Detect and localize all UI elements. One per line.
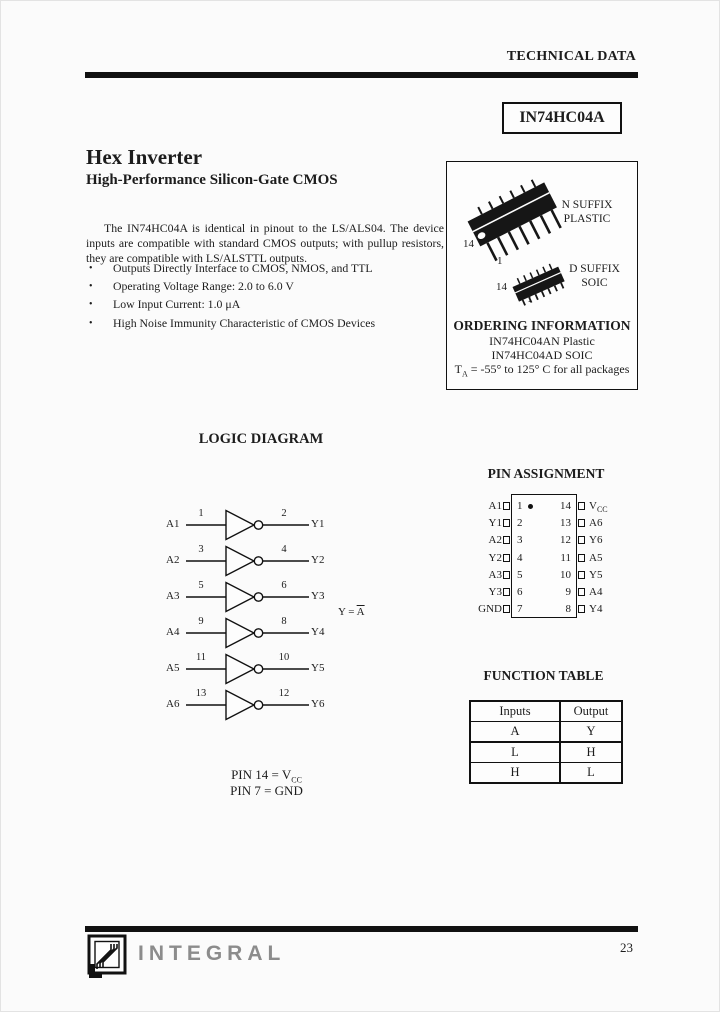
pin-left-label: Y3	[488, 586, 502, 598]
pin-stub-right	[578, 554, 585, 562]
inverter-symbol-icon	[161, 681, 336, 721]
gate-output-pin: 8	[281, 616, 287, 627]
pin-stub-left	[503, 554, 510, 562]
function-table-title: FUNCTION TABLE	[483, 668, 604, 683]
feature-list	[89, 261, 445, 334]
gate-output-pin: 12	[278, 688, 290, 699]
inverter-symbol-icon	[161, 609, 336, 649]
pin-assignment-diagram	[456, 490, 636, 626]
integral-logo-icon	[86, 934, 132, 978]
page-number: 23	[620, 940, 633, 955]
pin-left-label: A2	[488, 534, 502, 547]
function-table	[469, 700, 623, 784]
pin-stub-left	[503, 519, 510, 527]
feature-item	[89, 297, 445, 312]
pin-right-label: $V_{CC}$	[589, 500, 608, 515]
page-title: Hex Inverter	[86, 145, 203, 169]
gate-output-label: Y3	[311, 590, 325, 602]
pin-right-number: 11	[560, 551, 571, 564]
bullet-icon: •	[89, 263, 93, 274]
pin-right-label: Y4	[589, 603, 603, 616]
technical-data-label: TECHNICAL DATA	[506, 49, 636, 64]
bullet-icon: •	[89, 281, 93, 293]
description-paragraph: The IN74HC04A is identical in pinout to the LS/ALS04. The device inputs are compatible with standard CMOS outputs; with pullup resistors, they are compatible with LS/ALSTTL outputs.	[86, 221, 444, 265]
gate-input-pin: 13	[195, 688, 207, 699]
gate-input-pin: 9	[198, 616, 204, 627]
pin-left-label: Y1	[488, 517, 502, 530]
pin-right-number: 8	[565, 603, 571, 616]
pin-stub-right	[578, 536, 585, 544]
d-suffix-label: D SUFFIX SOIC	[569, 263, 620, 290]
pin-stub-left	[503, 571, 510, 579]
gate-output-label: Y1	[311, 518, 325, 530]
gate-input-pin: 3	[198, 544, 204, 555]
gate-output-pin: 2	[281, 508, 287, 519]
gate-output-label: Y6	[311, 698, 325, 710]
inverter-symbol-icon	[161, 645, 336, 685]
gate-input-pin: 11	[195, 652, 207, 663]
function-table-header: Inputs	[470, 701, 560, 722]
pin1-indicator-dot	[528, 504, 533, 509]
ordering-temp-range: $T_A = -55^\circ$ to 125° C for all packages	[454, 362, 630, 379]
gate-output-label: Y2	[311, 554, 325, 566]
ground-pin-note: PIN 7 = GND	[230, 783, 303, 798]
pin-stub-right	[578, 588, 585, 596]
pin-left-label: A1	[488, 500, 502, 512]
inverter-gate	[161, 645, 336, 685]
pin-stub-right	[578, 519, 585, 527]
ordering-information-box	[446, 161, 638, 390]
inverter-formula: $Y = \overline{A}$	[338, 606, 365, 618]
pin-left-number: 7	[517, 603, 523, 616]
pin-stub-right	[578, 571, 585, 579]
feature-text: High Noise Immunity Characteristic of CMOS Devices	[113, 315, 376, 330]
pin-left-number: 5	[517, 568, 523, 581]
ordering-line-plastic: IN74HC04AN Plastic	[489, 334, 595, 348]
pin-stub-left	[503, 605, 510, 613]
gate-output-pin: 6	[281, 580, 287, 591]
bullet-icon: •	[89, 299, 93, 311]
pin-stub-right	[578, 502, 585, 510]
function-table-cell: H	[470, 763, 560, 784]
function-table-header: Output	[560, 701, 622, 722]
pin-right-number: 14	[560, 500, 571, 512]
inverter-symbol-icon	[161, 501, 336, 541]
pin-stub-right	[578, 605, 585, 613]
part-number: IN74HC04A	[519, 109, 605, 126]
pin-left-number: 4	[517, 551, 523, 564]
inverter-gate	[161, 609, 336, 649]
function-table-cell: H	[560, 742, 622, 763]
function-table-subheader: A	[470, 722, 560, 743]
gate-output-pin: 4	[281, 544, 287, 555]
gate-input-label: A5	[166, 662, 180, 674]
footer-rule	[85, 926, 638, 932]
gate-output-label: Y5	[311, 662, 325, 674]
feature-text: Outputs Directly Interface to CMOS, NMOS, and TTL	[113, 261, 373, 275]
feature-item	[89, 279, 445, 294]
inverter-gate	[161, 537, 336, 577]
feature-text: Operating Voltage Range: 2.0 to 6.0 V	[113, 279, 294, 294]
feature-text: Low Input Current: 1.0 μA	[113, 297, 241, 312]
pin-stub-left	[503, 588, 510, 596]
gate-output-label: Y4	[311, 626, 325, 638]
gate-input-label: A3	[166, 590, 180, 602]
feature-item	[89, 316, 445, 331]
pin-assignment-title: PIN ASSIGNMENT	[487, 466, 605, 481]
ordering-line-soic: IN74HC04AD SOIC	[491, 348, 593, 362]
gate-input-pin: 5	[198, 580, 204, 591]
pin-left-label: Y2	[488, 551, 502, 564]
gate-input-pin: 1	[198, 508, 204, 519]
inverter-gate	[161, 681, 336, 721]
bullet-icon: •	[89, 317, 93, 329]
pin-right-number: 10	[560, 568, 571, 581]
pin-label-subscript: CC	[596, 505, 608, 515]
logic-diagram-title: LOGIC DIAGRAM	[198, 431, 324, 447]
pin-right-label: A6	[589, 517, 603, 530]
feature-item	[89, 261, 445, 276]
pin-right-label: Y6	[589, 534, 603, 547]
pin-left-label: GND	[478, 603, 502, 616]
pin-right-number: 9	[565, 586, 571, 598]
pin-left-number: 1	[517, 500, 523, 512]
soic-pin1-label: 1	[527, 293, 533, 305]
function-table-cell: L	[470, 742, 560, 763]
gate-input-label: A2	[166, 554, 180, 566]
pin-left-number: 3	[517, 534, 523, 547]
inverter-gate	[161, 573, 336, 613]
pin-left-number: 2	[517, 517, 523, 530]
n-suffix-label: N SUFFIX PLASTIC	[561, 199, 613, 226]
pin-right-label: A5	[589, 551, 603, 564]
inverter-gate	[161, 501, 336, 541]
brand-name: INTEGRAL	[138, 942, 286, 965]
pin-stub-left	[503, 536, 510, 544]
gate-output-pin: 10	[278, 652, 290, 663]
pin-right-number: 12	[560, 534, 571, 547]
dip-pin14-label: 14	[463, 238, 474, 250]
inverter-symbol-icon	[161, 537, 336, 577]
soic-pin14-label: 14	[496, 281, 507, 293]
pin-stub-left	[503, 502, 510, 510]
part-number-box	[502, 102, 622, 134]
pin-right-label: Y5	[589, 568, 603, 581]
header-rule	[85, 72, 638, 78]
inverter-symbol-icon	[161, 573, 336, 613]
pin-left-label: A3	[488, 568, 502, 581]
gate-input-label: A4	[166, 626, 180, 638]
pin-left-number: 6	[517, 586, 523, 598]
ordering-title: ORDERING INFORMATION	[453, 318, 631, 333]
pin-right-number: 13	[560, 517, 571, 530]
gate-input-label: A6	[166, 698, 180, 710]
function-table-subheader: Y	[560, 722, 622, 743]
pin-right-label: A4	[589, 586, 603, 598]
gate-input-label: A1	[166, 518, 180, 530]
page-subtitle: High-Performance Silicon-Gate CMOS	[86, 172, 338, 188]
dip-pin1-label: 1	[497, 255, 503, 267]
function-table-cell: L	[560, 763, 622, 784]
power-pin-note: PIN $14 = V_{CC}$	[231, 767, 302, 785]
